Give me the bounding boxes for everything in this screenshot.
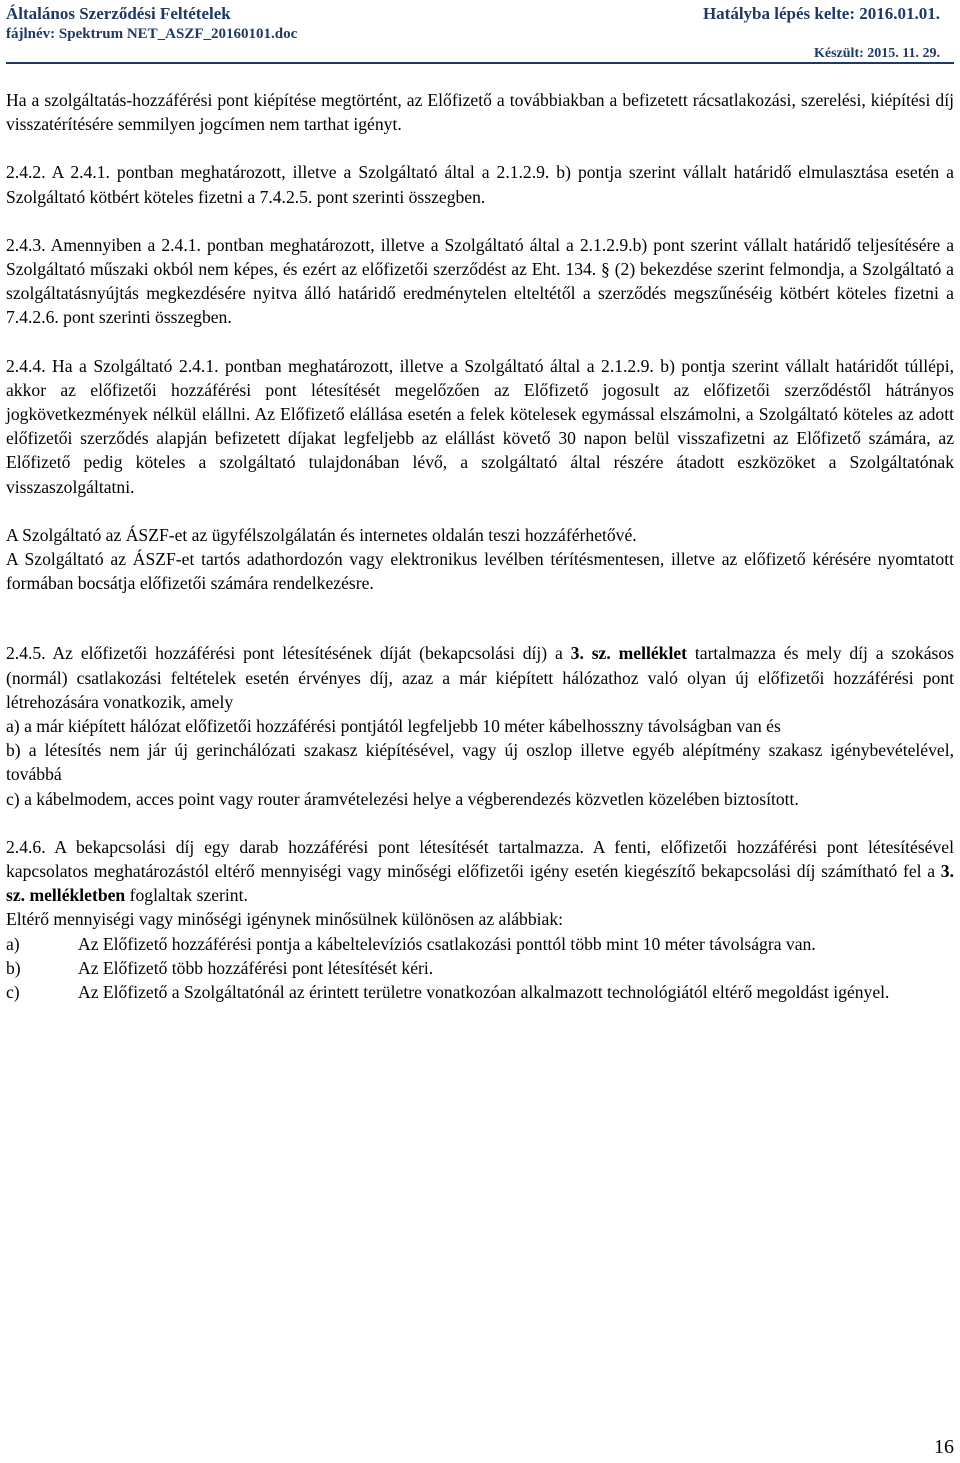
page-header: [6, 0, 954, 66]
paragraph-2-4-6: 2.4.6. A bekapcsolási díj egy darab hozzáférési pont létesítését tartalmazza. A fenti, előfizetői hozzáférési pont létesítésével kapcsolatos meghatározástól eltérő mennyiségi vagy minőségi előfizetői igény esetén kiegészítő bekapcsolási díj számítható fel a 3. sz. mellékletben foglaltak szerint.: [6, 836, 954, 906]
condition-b: b) a létesítés nem jár új gerinchálózati szakasz kiépítésével, vagy új oszlop illetve egyéb alépítmény szakasz igénybevételével, továbbá: [6, 740, 954, 785]
paragraph-2-4-3: 2.4.3. Amennyiben a 2.4.1. pontban meghatározott, illetve a Szolgáltató által a 2.1.2.9.b) pont szerint vállalt határidő teljesítésére a Szolgáltató műszaki okból nem képes, és ezért az előfizetői szerződést az Eht. 134. § (2) bekezdése szerint felmondja, a Szolgáltató a szolgáltatásnyújtás megkezdésére nyitva álló határidő eredménytelen elteltétől a szerződés megszűnéséig kötbért köteles fizetni a 7.4.2.6. pont szerinti összegben.: [6, 234, 954, 328]
document-body: [6, 88, 954, 1004]
paragraph-availability: A Szolgáltató az ÁSZF-et az ügyfélszolgálatán és internetes oldalán teszi hozzáférhetővé.: [6, 524, 637, 545]
document-title: Általános Szerződési Feltételek: [6, 4, 231, 23]
created-date: Készült: 2015. 11. 29.: [814, 46, 940, 61]
condition-a: a) a már kiépített hálózat előfizetői hozzáférési pontjától legfeljebb 10 méter kábelhosszny távolságban van és: [6, 716, 781, 737]
list-item: a) Az Előfizető hozzáférési pontja a kábeltelevíziós csatlakozási ponttól több mint 10 méter távolságra van.: [6, 933, 816, 954]
list-item: c) Az Előfizető a Szolgáltatónál az érintett területre vonatkozóan alkalmazott technológiától eltérő megoldást igényel.: [6, 982, 890, 1003]
list-item: b) Az Előfizető több hozzáférési pont létesítését kéri.: [6, 957, 434, 978]
paragraph-intro: Ha a szolgáltatás-hozzáférési pont kiépítése megtörtént, az Előfizető a továbbiakban a befizetett rácsatlakozási, szerelési, kiépítési díj visszatérítésére semmilyen jogcímen nem tarthat igényt.: [6, 90, 954, 135]
header-divider: [6, 62, 954, 64]
condition-c: c) a kábelmodem, acces point vagy router áramvételezési helye a végberendezés közvetlen közelében biztosított.: [6, 788, 799, 809]
effective-date: Hatályba lépés kelte: 2016.01.01.: [702, 4, 940, 23]
paragraph-2-4-5: 2.4.5. Az előfizetői hozzáférési pont létesítésének díját (bekapcsolási díj) a 3. sz. melléklet tartalmazza és mely díj a szokásos (normál) csatlakozási feltételek esetén érvényes díj, azaz a már kiépített hálózathoz való olyan új előfizetői hozzáférési pont létrehozására vonatkozik, amely: [6, 643, 954, 712]
annex-reference: 3. sz. melléklet: [570, 643, 688, 664]
file-name: fájlnév: Spektrum NET_ASZF_20160101.doc: [6, 26, 298, 42]
paragraph-delivery: A Szolgáltató az ÁSZF-et tartós adathordozón vagy elektronikus levélben térítésmentesen, illetve az előfizető kérésére nyomtatott formában bocsátja előfizetői számára rendelkezésre.: [6, 549, 954, 594]
page-number: 16: [934, 1436, 954, 1458]
paragraph-2-4-4: 2.4.4. Ha a Szolgáltató 2.4.1. pontban meghatározott, illetve a Szolgáltató által a 2.1.2.9. b) pontja szerint vállalt határidőt túllépi, akkor az előfizetői hozzáférési pont létesítését megelőzően az Előfizető jogosult az előfizetői szerződéstől hátrányos jogkövetkezmények nélkül elállni. Az Előfizető elállása esetén a felek kötelesek egymással elszámolni, a Szolgáltató köteles az adott előfizetői szerződés alapján befizetett díjakat legfeljebb az elállást követő 30 napon belül visszafizetni az Előfizető számára, az Előfizető pedig köteles a szolgáltató tulajdonában lévő, a szolgáltató által részére átadott eszközöket a Szolgáltatónak visszaszolgáltatni.: [6, 355, 954, 497]
paragraph-2-4-2: 2.4.2. A 2.4.1. pontban meghatározott, illetve a Szolgáltató által a 2.1.2.9. b) pontja szerint vállalt határidő elmulasztása esetén a Szolgáltató kötbért köteles fizetni a 7.4.2.5. pont szerinti összegben.: [6, 162, 954, 207]
paragraph-list-intro: Eltérő mennyiségi vagy minőségi igénynek minősülnek különösen az alábbiak:: [6, 909, 564, 930]
annex-reference: 3. sz. mellékletben: [6, 861, 954, 906]
